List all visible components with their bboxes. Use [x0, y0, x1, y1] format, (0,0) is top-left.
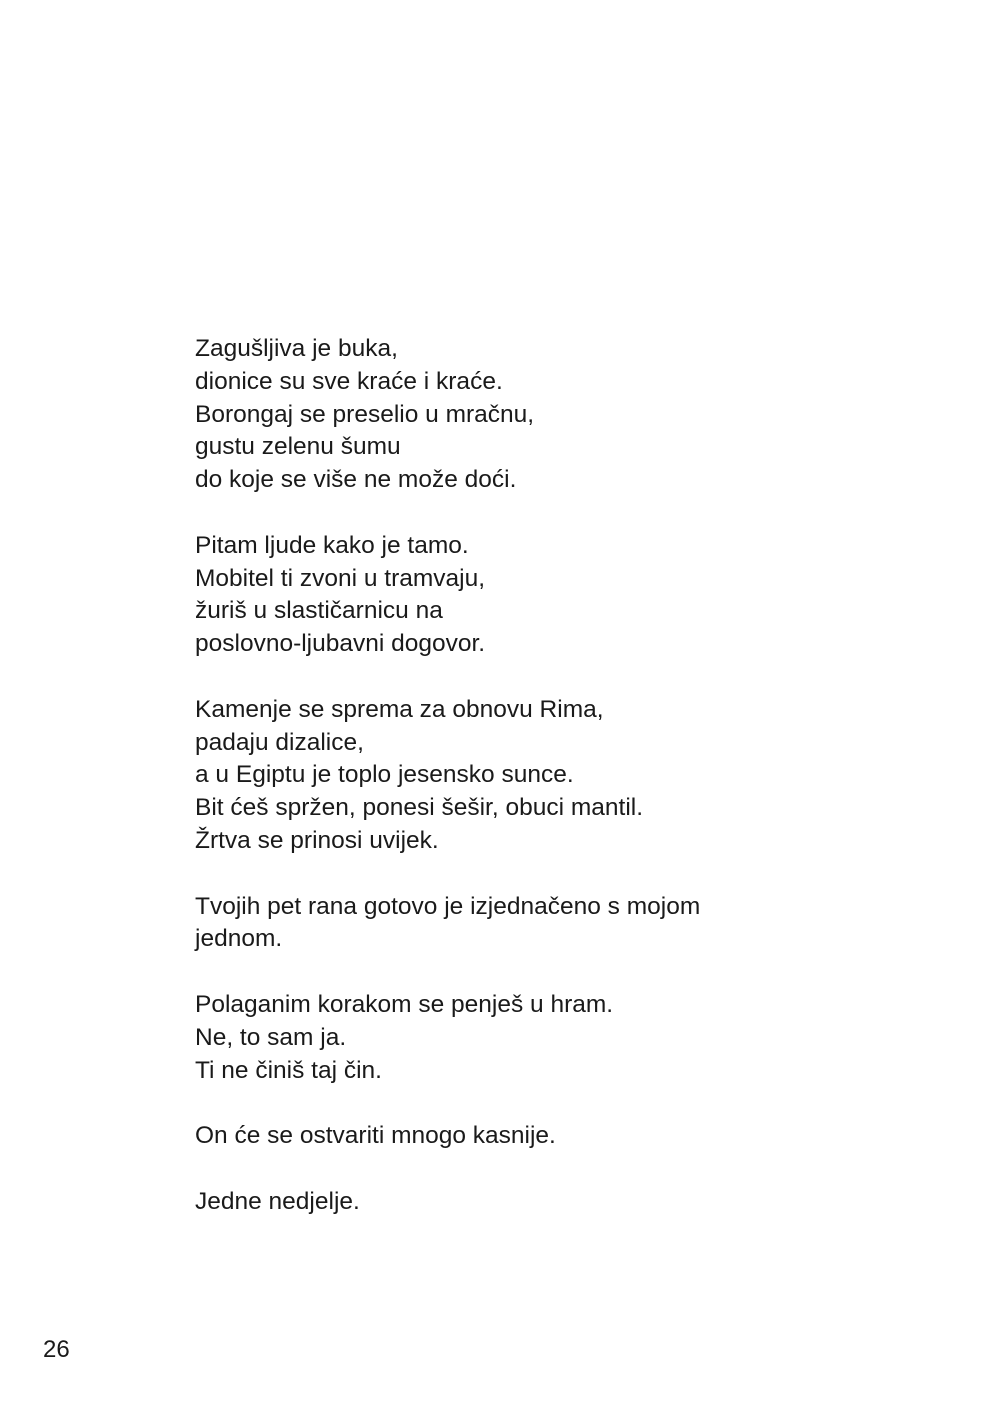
poem-line: Polaganim korakom se penješ u hram.	[195, 990, 614, 1018]
stanza-2	[195, 530, 895, 661]
poem-line: Ti ne činiš taj čin.	[195, 1056, 382, 1084]
poem-line: Žrtva se prinosi uvijek.	[195, 826, 439, 854]
poem-line: Tvojih pet rana gotovo je izjednačeno s mojom	[195, 892, 701, 920]
poem-line: Bit ćeš spržen, ponesi šešir, obuci mantil.	[195, 794, 644, 822]
poem-line: dionice su sve kraće i kraće.	[195, 367, 503, 395]
poem-line: Zagušljiva je buka,	[195, 335, 398, 362]
poem-line: gustu zelenu šumu	[195, 433, 401, 461]
poem-line: On će se ostvariti mnogo kasnije.	[195, 1122, 556, 1150]
poem-line: Mobitel ti zvoni u tramvaju,	[195, 564, 486, 592]
poem-text	[195, 333, 895, 1251]
stanza-7	[195, 1186, 895, 1219]
poem-line: jednom.	[195, 925, 283, 953]
poem-line: a u Egiptu je toplo jesensko sunce.	[195, 761, 574, 789]
poem-line: poslovno-ljubavni dogovor.	[195, 630, 486, 658]
poem-line: do koje se više ne može doći.	[195, 466, 517, 494]
poem-line: žuriš u slastičarnicu na	[195, 597, 443, 625]
page-number: 26	[43, 1336, 70, 1363]
poem-line: Jedne nedjelje.	[195, 1187, 360, 1215]
stanza-1	[195, 333, 895, 497]
poem-line: Kamenje se sprema za obnovu Rima,	[195, 695, 604, 723]
stanza-5	[195, 989, 895, 1087]
poem-line: padaju dizalice,	[195, 728, 364, 756]
stanza-3	[195, 694, 895, 858]
stanza-4	[195, 891, 895, 957]
stanza-6	[195, 1120, 895, 1153]
poem-line: Ne, to sam ja.	[195, 1023, 347, 1051]
poem-line: Borongaj se preselio u mračnu,	[195, 400, 535, 428]
poem-line: Pitam ljude kako je tamo.	[195, 531, 469, 559]
